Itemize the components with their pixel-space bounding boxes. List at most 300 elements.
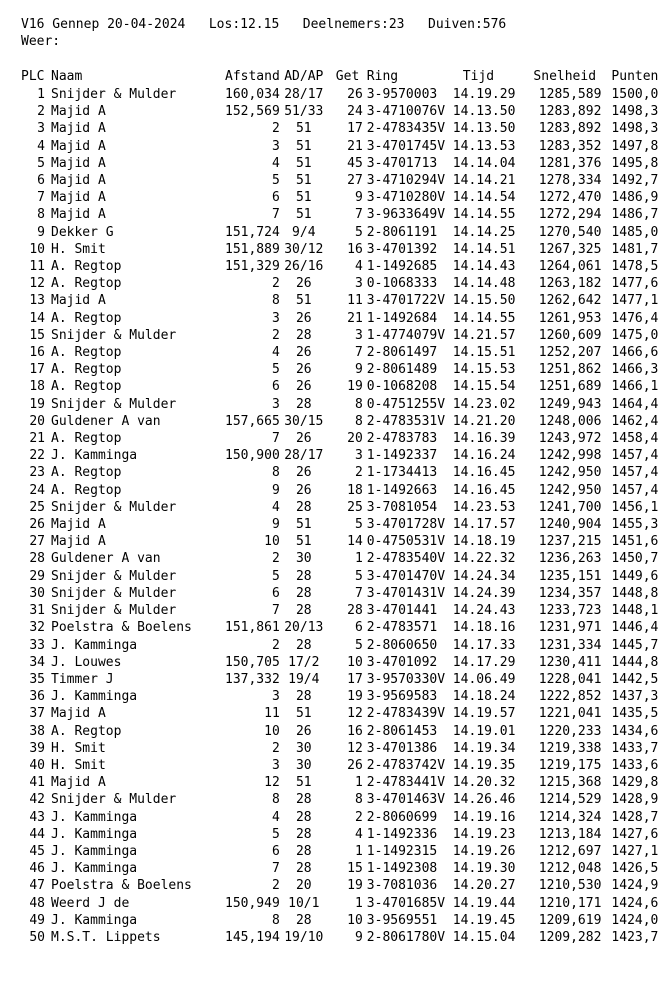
afstand-cell: 6 xyxy=(271,190,280,206)
table-row xyxy=(0,138,658,155)
plc-cell: 45 xyxy=(29,843,45,859)
afstand-cell: 11 xyxy=(264,706,280,722)
plc-cell: 46 xyxy=(29,861,45,877)
adap-cell: 28 xyxy=(295,809,312,825)
snelheid-cell: 1219,338 xyxy=(538,740,602,756)
tijd-cell: 14.19.16 xyxy=(452,809,516,825)
adap-cell: 17/2 xyxy=(288,654,320,670)
punten-cell: 1424,6 xyxy=(611,895,659,911)
tijd-cell: 14.18.24 xyxy=(452,689,516,705)
punten-cell: 1424,9 xyxy=(611,878,659,894)
naam-cell: A. Regtop xyxy=(51,482,122,498)
get-cell: 5 xyxy=(354,224,363,240)
get-cell: 17 xyxy=(347,121,363,137)
get-cell: 14 xyxy=(347,534,363,550)
punten-cell: 1466,1 xyxy=(611,379,659,395)
naam-cell: Dekker G xyxy=(51,224,114,240)
snelheid-cell: 1283,352 xyxy=(538,138,602,154)
get-cell: 3 xyxy=(354,276,363,292)
tijd-cell: 14.14.55 xyxy=(452,207,516,223)
naam-cell: Majid A xyxy=(51,775,106,791)
get-cell: 7 xyxy=(354,585,363,601)
adap-cell: 26 xyxy=(295,362,312,378)
naam-cell: Majid A xyxy=(51,706,106,722)
adap-cell: 19/4 xyxy=(288,671,320,687)
adap-cell: 26 xyxy=(295,431,312,447)
adap-cell: 9/4 xyxy=(292,224,316,240)
punten-cell: 1500,0 xyxy=(611,87,659,102)
afstand-cell: 157,665 xyxy=(225,413,280,429)
ring-cell: 1-1734413 xyxy=(366,465,438,481)
punten-cell: 1462,4 xyxy=(611,413,659,429)
punten-cell: 1481,7 xyxy=(611,241,659,257)
tijd-cell: 14.19.57 xyxy=(452,706,516,722)
plc-cell: 12 xyxy=(29,276,45,292)
ring-cell: 0-4750531V xyxy=(366,534,446,550)
plc-cell: 44 xyxy=(29,826,45,842)
table-row xyxy=(0,791,658,808)
tijd-cell: 14.06.49 xyxy=(452,671,516,687)
afstand-cell: 8 xyxy=(271,293,280,309)
plc-cell: 20 xyxy=(29,413,45,429)
get-cell: 2 xyxy=(354,809,363,825)
tijd-cell: 14.19.23 xyxy=(452,826,516,842)
naam-cell: J. Kamminga xyxy=(51,637,138,653)
weather-line: Weer: xyxy=(21,34,61,49)
naam-cell: Majid A xyxy=(51,534,106,550)
table-row xyxy=(0,413,658,430)
tijd-cell: 14.23.02 xyxy=(452,396,516,412)
plc-cell: 37 xyxy=(29,706,45,722)
plc-cell: 3 xyxy=(37,121,45,137)
punten-cell: 1427,6 xyxy=(611,826,659,842)
afstand-cell: 7 xyxy=(271,603,280,619)
get-cell: 12 xyxy=(347,740,363,756)
table-row xyxy=(0,705,658,722)
adap-cell: 51 xyxy=(295,173,312,189)
naam-cell: A. Regtop xyxy=(51,362,122,378)
adap-cell: 26 xyxy=(295,482,312,498)
table-row xyxy=(0,550,658,567)
table-row xyxy=(0,155,658,172)
table-row xyxy=(0,860,658,877)
race-header: V16 Gennep 20-04-2024 Los:12.15 Deelnemers:23 Duiven:576 xyxy=(21,17,507,32)
adap-cell: 28/17 xyxy=(284,87,324,102)
afstand-cell: 4 xyxy=(271,345,280,361)
snelheid-cell: 1263,182 xyxy=(538,276,602,292)
snelheid-cell: 1242,950 xyxy=(538,482,602,498)
ring-cell: 2-8060699 xyxy=(366,809,438,825)
punten-cell: 1455,3 xyxy=(611,517,659,533)
plc-cell: 48 xyxy=(29,895,45,911)
tijd-cell: 14.15.50 xyxy=(452,293,516,309)
naam-cell: H. Smit xyxy=(51,757,106,773)
adap-cell: 30 xyxy=(295,740,312,756)
punten-cell: 1435,5 xyxy=(611,706,659,722)
tijd-cell: 14.13.50 xyxy=(452,104,516,120)
adap-cell: 28 xyxy=(295,327,312,343)
plc-cell: 19 xyxy=(29,396,45,412)
afstand-cell: 10 xyxy=(264,534,280,550)
adap-cell: 51 xyxy=(295,293,312,309)
get-cell: 18 xyxy=(347,482,363,498)
punten-cell: 1495,8 xyxy=(611,155,659,171)
plc-cell: 31 xyxy=(29,603,45,619)
naam-cell: Snijder & Mulder xyxy=(51,568,177,584)
naam-cell: A. Regtop xyxy=(51,379,122,395)
adap-cell: 51 xyxy=(295,190,312,206)
snelheid-cell: 1215,368 xyxy=(538,775,602,791)
plc-cell: 15 xyxy=(29,327,45,343)
table-row xyxy=(0,327,658,344)
afstand-cell: 151,724 xyxy=(225,224,280,240)
tijd-cell: 14.14.25 xyxy=(452,224,516,240)
adap-cell: 28 xyxy=(295,637,312,653)
table-row xyxy=(0,499,658,516)
get-cell: 19 xyxy=(347,689,363,705)
col-ring: Ring xyxy=(366,69,399,85)
punten-cell: 1450,7 xyxy=(611,551,659,567)
tijd-cell: 14.14.54 xyxy=(452,190,516,206)
punten-cell: 1434,6 xyxy=(611,723,659,739)
ring-cell: 3-4701386 xyxy=(366,740,438,756)
tijd-cell: 14.14.55 xyxy=(452,310,516,326)
table-row xyxy=(0,637,658,654)
naam-cell: J. Kamminga xyxy=(51,843,138,859)
col-afstand: Afstand xyxy=(225,69,280,85)
ring-cell: 1-4774079V xyxy=(366,327,446,343)
ring-cell: 3-4701470V xyxy=(366,568,446,584)
plc-cell: 27 xyxy=(29,534,45,550)
get-cell: 5 xyxy=(354,637,363,653)
snelheid-cell: 1272,294 xyxy=(538,207,602,223)
tijd-cell: 14.17.57 xyxy=(452,517,516,533)
adap-cell: 28 xyxy=(295,861,312,877)
results-body xyxy=(0,86,658,946)
plc-cell: 22 xyxy=(29,448,45,464)
ring-cell: 3-4701685V xyxy=(366,895,446,911)
snelheid-cell: 1249,943 xyxy=(538,396,602,412)
table-row xyxy=(0,740,658,757)
afstand-cell: 2 xyxy=(271,327,280,343)
table-row xyxy=(0,86,658,103)
naam-cell: A. Regtop xyxy=(51,310,122,326)
punten-cell: 1476,4 xyxy=(611,310,659,326)
afstand-cell: 3 xyxy=(271,138,280,154)
tijd-cell: 14.19.01 xyxy=(452,723,516,739)
tijd-cell: 14.21.57 xyxy=(452,327,516,343)
table-row xyxy=(0,241,658,258)
get-cell: 27 xyxy=(347,173,363,189)
afstand-cell: 151,329 xyxy=(225,259,280,275)
naam-cell: Majid A xyxy=(51,155,106,171)
afstand-cell: 2 xyxy=(271,121,280,137)
plc-cell: 4 xyxy=(37,138,45,154)
snelheid-cell: 1210,171 xyxy=(538,895,602,911)
punten-cell: 1423,7 xyxy=(611,929,659,945)
ring-cell: 3-7081036 xyxy=(366,878,438,894)
ring-cell: 2-4783435V xyxy=(366,121,446,137)
punten-cell: 1448,1 xyxy=(611,603,659,619)
get-cell: 16 xyxy=(347,723,363,739)
afstand-cell: 4 xyxy=(271,155,280,171)
naam-cell: Majid A xyxy=(51,173,106,189)
table-row xyxy=(0,533,658,550)
afstand-cell: 2 xyxy=(271,878,280,894)
table-row xyxy=(0,120,658,137)
adap-cell: 28 xyxy=(295,585,312,601)
snelheid-cell: 1212,697 xyxy=(538,843,602,859)
snelheid-cell: 1262,642 xyxy=(538,293,602,309)
tijd-cell: 14.16.45 xyxy=(452,465,516,481)
plc-cell: 33 xyxy=(29,637,45,653)
punten-cell: 1486,7 xyxy=(611,207,659,223)
naam-cell: H. Smit xyxy=(51,241,106,257)
get-cell: 9 xyxy=(354,190,363,206)
snelheid-cell: 1231,971 xyxy=(538,620,602,636)
afstand-cell: 9 xyxy=(271,482,280,498)
naam-cell: J. Kamminga xyxy=(51,826,138,842)
col-punten: Punten xyxy=(611,69,659,85)
plc-cell: 38 xyxy=(29,723,45,739)
adap-cell: 30 xyxy=(295,551,312,567)
ring-cell: 1-1492315 xyxy=(366,843,438,859)
get-cell: 11 xyxy=(347,293,363,309)
tijd-cell: 14.15.54 xyxy=(452,379,516,395)
tijd-cell: 14.20.27 xyxy=(452,878,516,894)
tijd-cell: 14.23.53 xyxy=(452,499,516,515)
afstand-cell: 8 xyxy=(271,465,280,481)
get-cell: 3 xyxy=(354,448,363,464)
table-row xyxy=(0,809,658,826)
afstand-cell: 6 xyxy=(271,843,280,859)
afstand-cell: 7 xyxy=(271,861,280,877)
tijd-cell: 14.16.39 xyxy=(452,431,516,447)
get-cell: 15 xyxy=(347,861,363,877)
afstand-cell: 6 xyxy=(271,585,280,601)
afstand-cell: 2 xyxy=(271,740,280,756)
snelheid-cell: 1219,175 xyxy=(538,757,602,773)
adap-cell: 28 xyxy=(295,826,312,842)
plc-cell: 34 xyxy=(29,654,45,670)
col-naam: Naam xyxy=(51,69,83,85)
get-cell: 4 xyxy=(354,826,363,842)
table-row xyxy=(0,430,658,447)
snelheid-cell: 1222,852 xyxy=(538,689,602,705)
punten-cell: 1426,5 xyxy=(611,861,659,877)
plc-cell: 32 xyxy=(29,620,45,636)
snelheid-cell: 1261,953 xyxy=(538,310,602,326)
afstand-cell: 12 xyxy=(264,775,280,791)
naam-cell: Snijder & Mulder xyxy=(51,585,177,601)
ring-cell: 2-4783571 xyxy=(366,620,438,636)
plc-cell: 25 xyxy=(29,499,45,515)
tijd-cell: 14.24.43 xyxy=(452,603,516,619)
table-row xyxy=(0,275,658,292)
snelheid-cell: 1214,529 xyxy=(538,792,602,808)
punten-cell: 1428,7 xyxy=(611,809,659,825)
naam-cell: Majid A xyxy=(51,138,106,154)
naam-cell: Snijder & Mulder xyxy=(51,87,177,102)
snelheid-cell: 1285,589 xyxy=(538,87,602,102)
get-cell: 2 xyxy=(354,465,363,481)
plc-cell: 2 xyxy=(37,104,45,120)
punten-cell: 1449,6 xyxy=(611,568,659,584)
plc-cell: 17 xyxy=(29,362,45,378)
snelheid-cell: 1242,998 xyxy=(538,448,602,464)
ring-cell: 2-8060650 xyxy=(366,637,438,653)
table-row xyxy=(0,189,658,206)
tijd-cell: 14.17.29 xyxy=(452,654,516,670)
punten-cell: 1427,1 xyxy=(611,843,659,859)
snelheid-cell: 1272,470 xyxy=(538,190,602,206)
punten-cell: 1478,5 xyxy=(611,259,659,275)
naam-cell: J. Kamminga xyxy=(51,448,138,464)
adap-cell: 28 xyxy=(295,912,312,928)
adap-cell: 28 xyxy=(295,499,312,515)
tijd-cell: 14.19.26 xyxy=(452,843,516,859)
punten-cell: 1433,6 xyxy=(611,757,659,773)
plc-cell: 24 xyxy=(29,482,45,498)
get-cell: 1 xyxy=(354,895,363,911)
plc-cell: 49 xyxy=(29,912,45,928)
col-plc: PLC xyxy=(21,69,45,85)
naam-cell: A. Regtop xyxy=(51,431,122,447)
ring-cell: 3-4701713 xyxy=(366,155,438,171)
get-cell: 10 xyxy=(347,912,363,928)
naam-cell: Snijder & Mulder xyxy=(51,327,177,343)
punten-cell: 1446,4 xyxy=(611,620,659,636)
ring-cell: 3-4710294V xyxy=(366,173,446,189)
table-row xyxy=(0,516,658,533)
table-row xyxy=(0,843,658,860)
tijd-cell: 14.13.50 xyxy=(452,121,516,137)
ring-cell: 3-4701441 xyxy=(366,603,438,619)
naam-cell: Snijder & Mulder xyxy=(51,396,177,412)
snelheid-cell: 1214,324 xyxy=(538,809,602,825)
naam-cell: Snijder & Mulder xyxy=(51,792,177,808)
adap-cell: 30/15 xyxy=(284,413,324,429)
tijd-cell: 14.24.39 xyxy=(452,585,516,601)
naam-cell: Guldener A van xyxy=(51,413,161,429)
ring-cell: 2-4783531V xyxy=(366,413,446,429)
table-row xyxy=(0,224,658,241)
snelheid-cell: 1283,892 xyxy=(538,104,602,120)
snelheid-cell: 1209,282 xyxy=(538,929,602,945)
adap-cell: 28 xyxy=(295,568,312,584)
plc-cell: 29 xyxy=(29,568,45,584)
afstand-cell: 6 xyxy=(271,379,280,395)
ring-cell: 3-4701745V xyxy=(366,138,446,154)
punten-cell: 1458,4 xyxy=(611,431,659,447)
plc-cell: 21 xyxy=(29,431,45,447)
naam-cell: Timmer J xyxy=(51,671,114,687)
ring-cell: 3-4710076V xyxy=(366,104,446,120)
get-cell: 6 xyxy=(354,620,363,636)
punten-cell: 1498,3 xyxy=(611,104,659,120)
get-cell: 1 xyxy=(354,843,363,859)
snelheid-cell: 1242,950 xyxy=(538,465,602,481)
table-row xyxy=(0,688,658,705)
afstand-cell: 5 xyxy=(271,173,280,189)
plc-cell: 42 xyxy=(29,792,45,808)
tijd-cell: 14.16.45 xyxy=(452,482,516,498)
naam-cell: Snijder & Mulder xyxy=(51,499,177,515)
adap-cell: 28 xyxy=(295,396,312,412)
ring-cell: 3-4701728V xyxy=(366,517,446,533)
afstand-cell: 137,332 xyxy=(225,671,280,687)
naam-cell: Snijder & Mulder xyxy=(51,603,177,619)
table-row xyxy=(0,310,658,327)
naam-cell: Majid A xyxy=(51,190,106,206)
naam-cell: J. Kamminga xyxy=(51,809,138,825)
punten-cell: 1445,7 xyxy=(611,637,659,653)
get-cell: 8 xyxy=(354,396,363,412)
afstand-cell: 8 xyxy=(271,912,280,928)
plc-cell: 14 xyxy=(29,310,45,326)
snelheid-cell: 1248,006 xyxy=(538,413,602,429)
snelheid-cell: 1230,411 xyxy=(538,654,602,670)
adap-cell: 26 xyxy=(295,465,312,481)
ring-cell: 0-1068333 xyxy=(366,276,438,292)
table-row xyxy=(0,912,658,929)
afstand-cell: 150,949 xyxy=(225,895,280,911)
naam-cell: Poelstra & Boelens xyxy=(51,878,192,894)
naam-cell: M.S.T. Lippets xyxy=(51,929,161,945)
plc-cell: 13 xyxy=(29,293,45,309)
ring-cell: 3-9633649V xyxy=(366,207,446,223)
ring-cell: 3-4701392 xyxy=(366,241,438,257)
plc-cell: 9 xyxy=(37,224,45,240)
punten-cell: 1433,7 xyxy=(611,740,659,756)
ring-cell: 3-4701431V xyxy=(366,585,446,601)
naam-cell: A. Regtop xyxy=(51,276,122,292)
table-row xyxy=(0,929,658,946)
plc-cell: 43 xyxy=(29,809,45,825)
adap-cell: 28 xyxy=(295,689,312,705)
ring-cell: 3-4701722V xyxy=(366,293,446,309)
adap-cell: 51 xyxy=(295,155,312,171)
punten-cell: 1464,4 xyxy=(611,396,659,412)
punten-cell: 1486,9 xyxy=(611,190,659,206)
ring-cell: 1-1492308 xyxy=(366,861,438,877)
snelheid-cell: 1235,151 xyxy=(538,568,602,584)
adap-cell: 20 xyxy=(295,878,312,894)
adap-cell: 51 xyxy=(295,706,312,722)
adap-cell: 26 xyxy=(295,345,312,361)
table-row xyxy=(0,344,658,361)
plc-cell: 5 xyxy=(37,155,45,171)
afstand-cell: 151,861 xyxy=(225,620,280,636)
naam-cell: Majid A xyxy=(51,104,106,120)
get-cell: 10 xyxy=(347,654,363,670)
tijd-cell: 14.14.48 xyxy=(452,276,516,292)
get-cell: 26 xyxy=(347,757,363,773)
ring-cell: 0-4751255V xyxy=(366,396,446,412)
get-cell: 5 xyxy=(354,517,363,533)
plc-cell: 16 xyxy=(29,345,45,361)
snelheid-cell: 1252,207 xyxy=(538,345,602,361)
ring-cell: 3-4701092 xyxy=(366,654,438,670)
ring-cell: 3-4701463V xyxy=(366,792,446,808)
afstand-cell: 4 xyxy=(271,499,280,515)
get-cell: 4 xyxy=(354,259,363,275)
afstand-cell: 3 xyxy=(271,757,280,773)
afstand-cell: 3 xyxy=(271,310,280,326)
table-row xyxy=(0,292,658,309)
ring-cell: 3-7081054 xyxy=(366,499,438,515)
snelheid-cell: 1281,376 xyxy=(538,155,602,171)
